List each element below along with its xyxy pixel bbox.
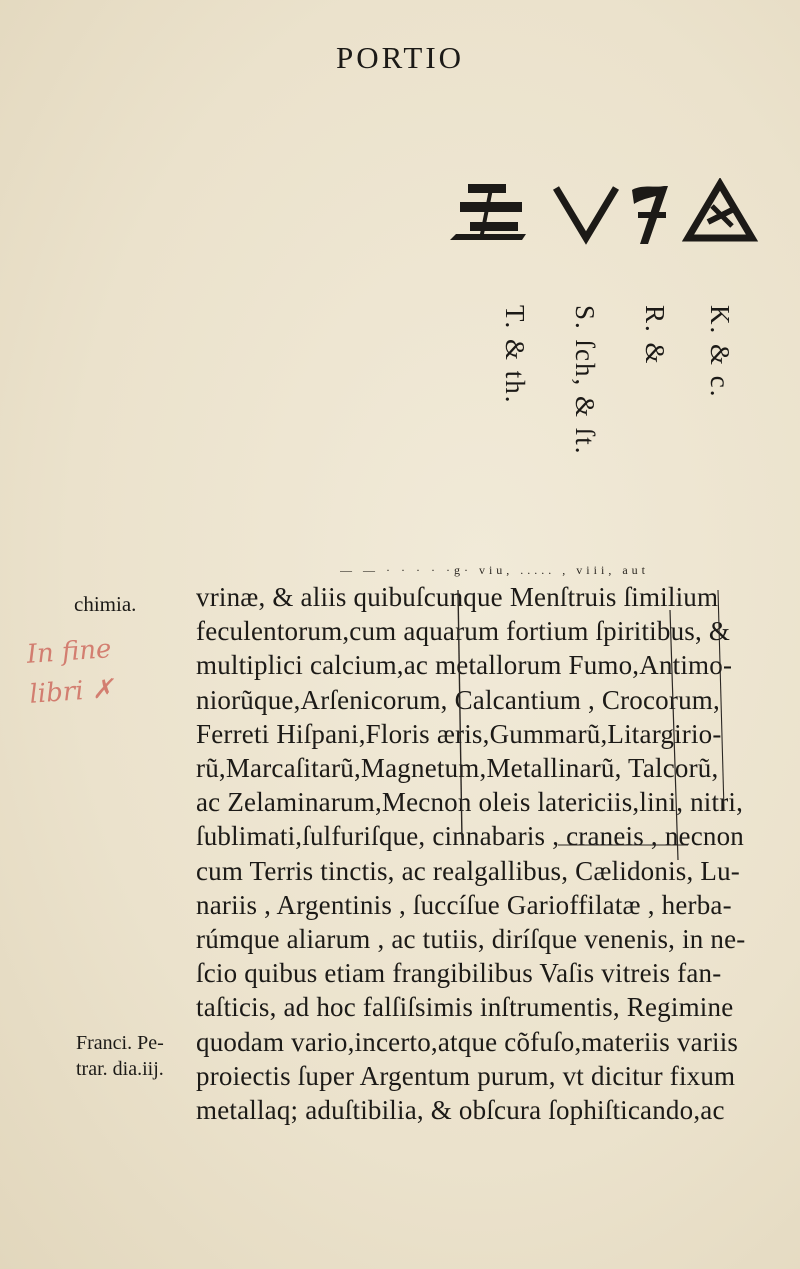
cut-off-line: — — · · · · ·g· viu, ..... , viii, aut (340, 563, 649, 577)
text-line: Ferreti Hiſpani,Floris æris,Gummarũ,Litargirio- (196, 718, 722, 749)
page-header: PORTIO (335, 40, 465, 75)
column-t: T. & th. (500, 305, 530, 405)
vitriol-icon (632, 186, 668, 244)
text-line: ſublimati,ſulfuriſque, cinnabaris , craneis , necnon (196, 821, 744, 852)
sal-ammoniac-icon (450, 184, 526, 240)
rotated-letter-columns (490, 305, 770, 570)
citation-line: trar. dia.iij. (76, 1058, 164, 1080)
text-line: rúmque aliarum , ac tutiis, diríſque venenis, in ne- (196, 924, 746, 955)
column-r: R. & (640, 305, 670, 366)
text-line: feculentorum,cum aquarum fortium ſpiritibus, & (196, 616, 731, 647)
handwritten-line: libri ✗ (28, 674, 115, 710)
alchemical-symbols (450, 178, 770, 248)
water-icon (556, 188, 616, 238)
column-k: K. & c. (705, 305, 735, 399)
fire-icon (688, 184, 752, 238)
handwritten-note (25, 625, 170, 715)
text-line: rũ,Marcaſitarũ,Magnetum,Metallinarũ, Talcorũ, (196, 753, 719, 784)
text-line: niorũque,Arſenicorum, Calcantium , Crocorum, (196, 684, 720, 715)
margin-note: chimia. (74, 592, 137, 616)
text-line: cum Terris tinctis, ac realgallibus, Cælidonis, Lu- (196, 855, 740, 886)
handwritten-line: In fine (25, 634, 113, 670)
body-text (196, 580, 776, 1127)
text-line: metallaq; aduſtibilia, & obſcura ſophiſticando,ac (196, 1095, 725, 1126)
margin-citation (76, 1030, 164, 1082)
text-line: multiplici calcium,ac metallorum Fumo,Antimo- (196, 650, 733, 681)
citation-line: Franci. Pe- (76, 1032, 164, 1054)
text-line: ſcio quibus etiam frangibilibus Vaſis vitreis fan- (196, 958, 722, 989)
text-line: ac Zelaminarum,Mecnon oleis latericiis,lini, nitri, (196, 787, 744, 818)
text-line: nariis , Argentinis , ſuccíſue Garioffilatæ , herba- (196, 889, 732, 920)
text-line: taſticis, ad hoc falſiſsimis inſtrumentis, Regimine (196, 992, 734, 1023)
text-line: quodam vario,incerto,atque cõfuſo,materiis variis (196, 1026, 739, 1057)
column-s: S. ſch, & ſt. (570, 305, 600, 456)
text-line: proiectis ſuper Argentum purum, vt dicitur fixum (196, 1060, 736, 1091)
text-line: vrinæ, & aliis quibuſcunque Menſtruis ſimilium (196, 582, 719, 612)
